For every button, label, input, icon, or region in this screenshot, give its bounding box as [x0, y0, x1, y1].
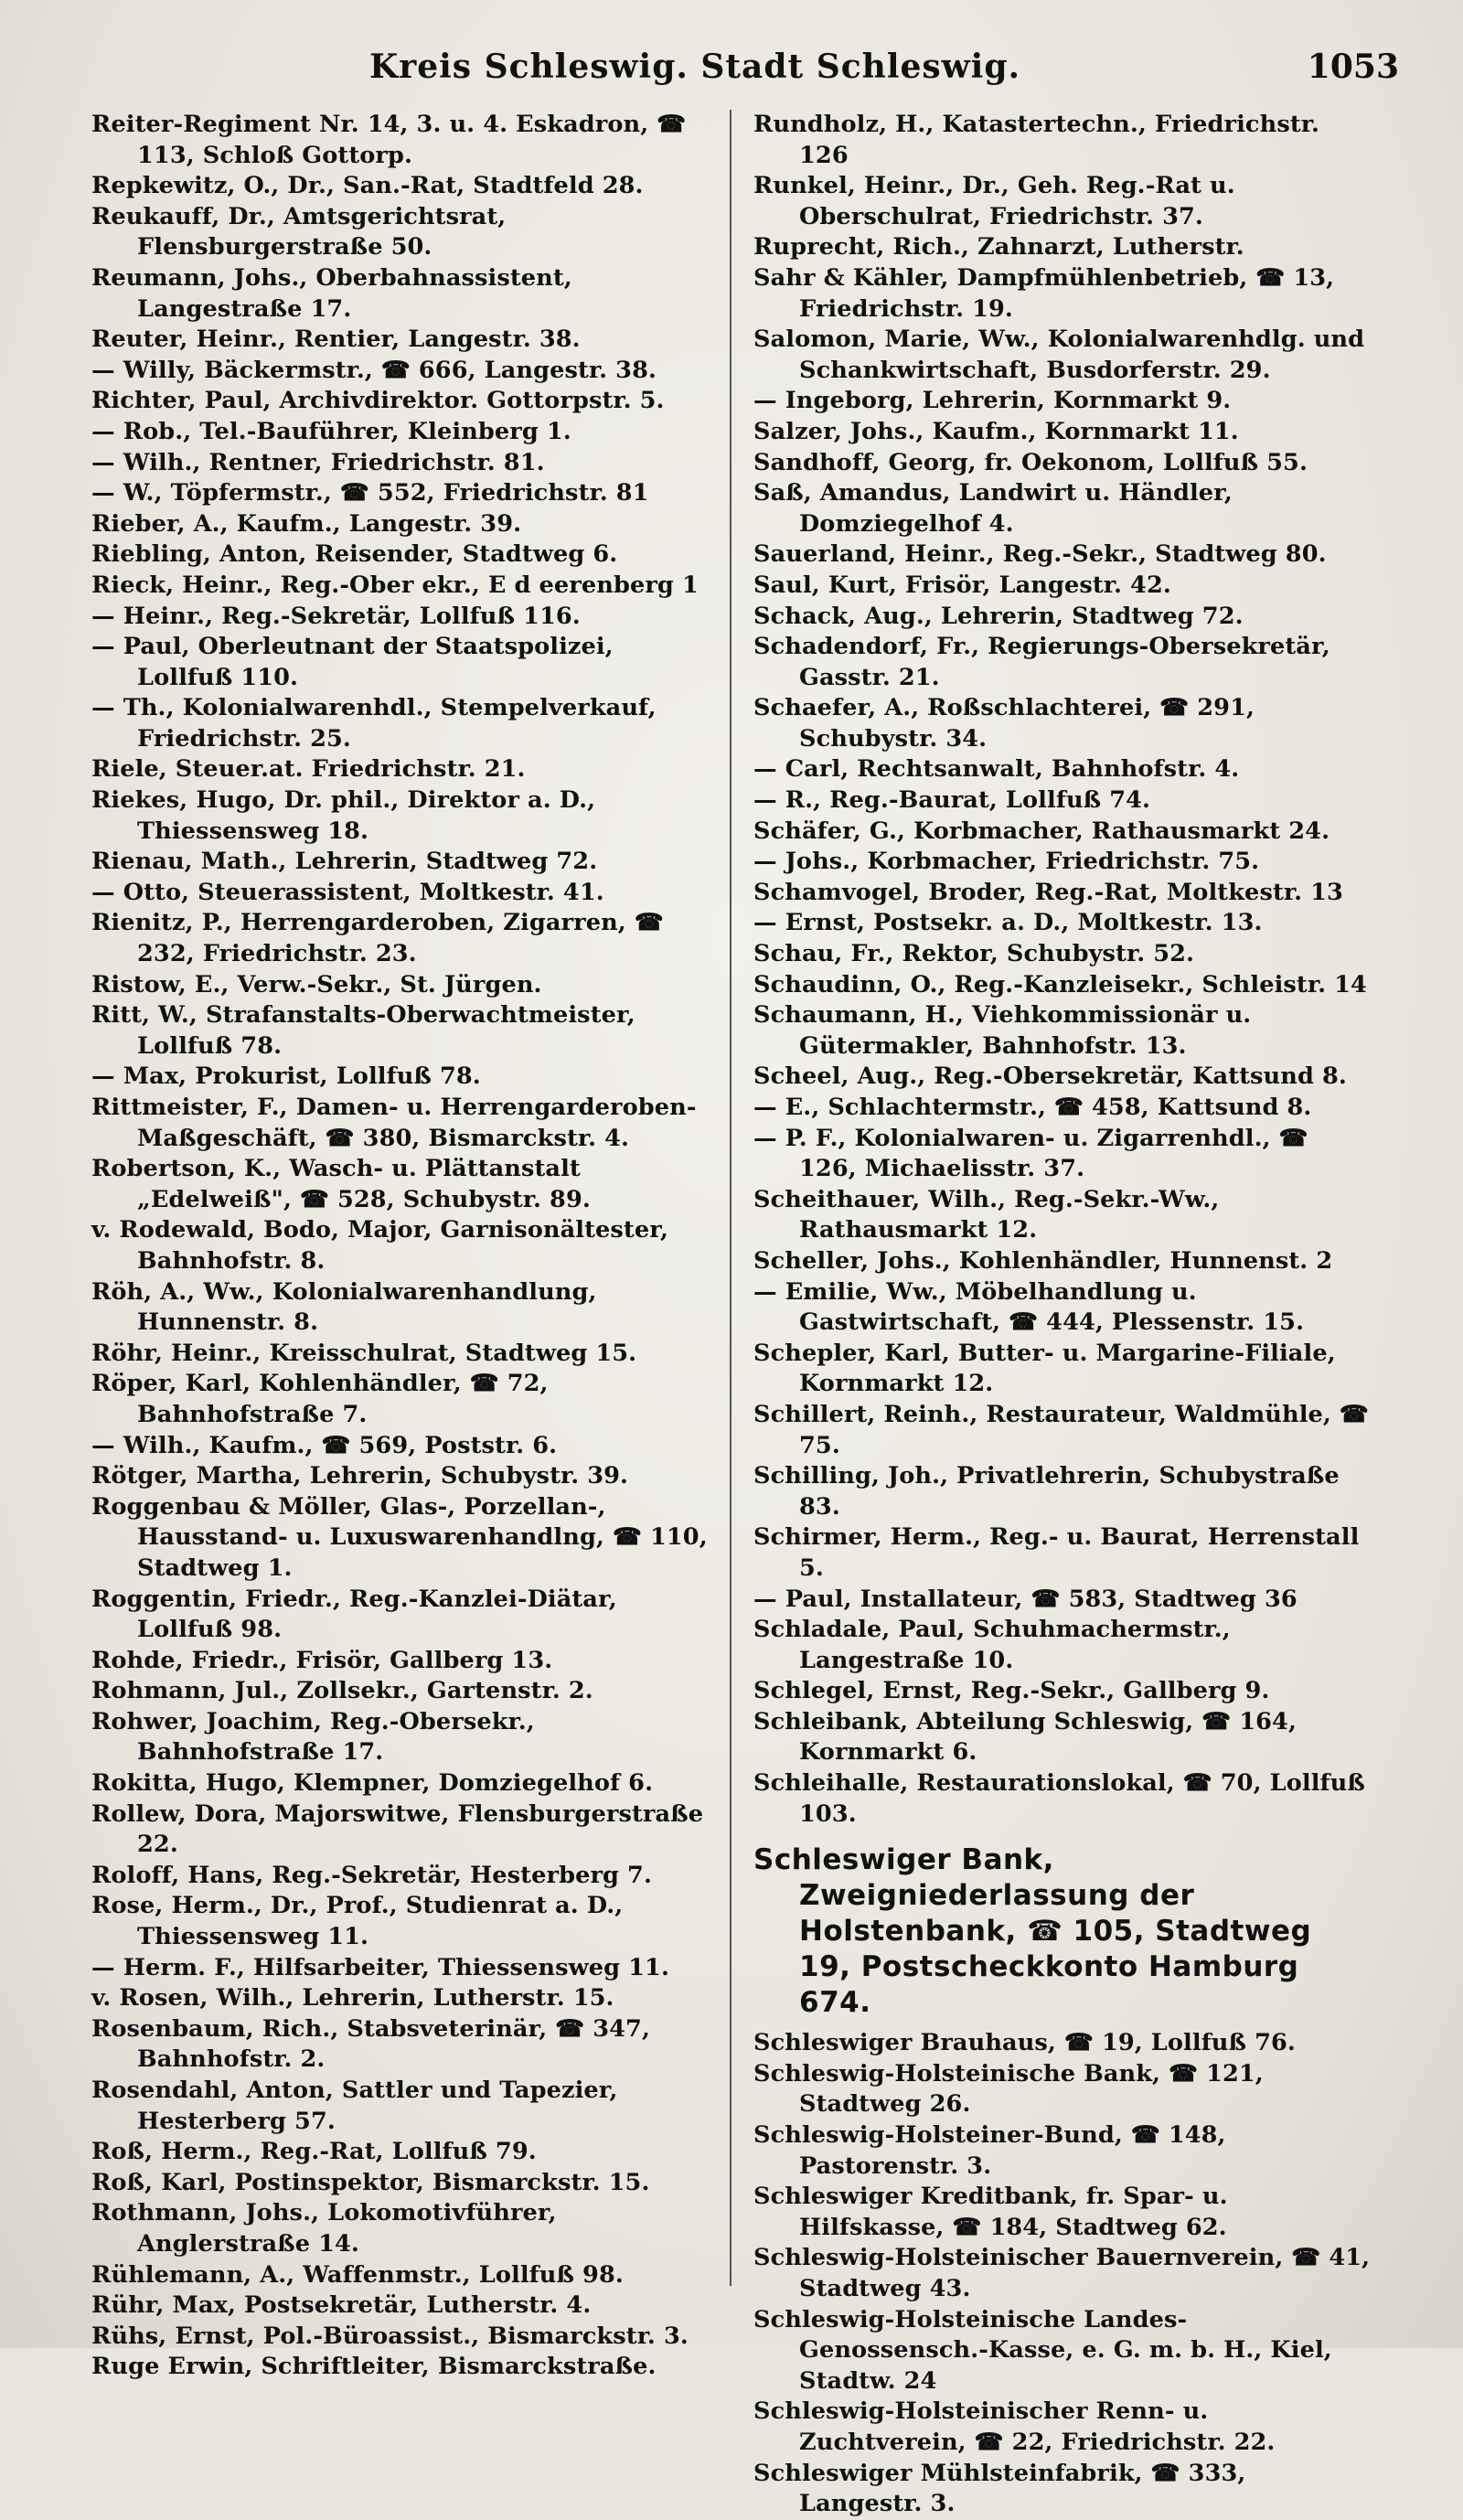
left-column [91, 110, 732, 2381]
directory-entry: Schladale, Paul, Schuhmachermstr., Langestraße 10. [753, 1616, 1231, 1674]
directory-entry: Robertson, K., Wasch- u. Plättanstalt „Edelweiß", ☎ 528, Schubystr. 89. [91, 1155, 591, 1213]
directory-entry: Rittmeister, F., Damen- u. Herrengarderoben-Maßgeschäft, ☎ 380, Bismarckstr. 4. [91, 1094, 697, 1152]
directory-entry: Ristow, E., Verw.-Sekr., St. Jürgen. [91, 970, 542, 998]
right-column [732, 110, 1372, 2518]
directory-entry: Rötger, Martha, Lehrerin, Schubystr. 39. [91, 1462, 629, 1490]
directory-entry: Reiter-Regiment Nr. 14, 3. u. 4. Eskadron, ☎ 113, Schloß Gottorp. [91, 111, 687, 169]
directory-entry: Schleibank, Abteilung Schleswig, ☎ 164, Kornmarkt 6. [753, 1707, 1297, 1767]
directory-entry: Rundholz, H., Katastertechn., Friedrichstr. 126 [753, 111, 1319, 169]
directory-entry: v. Rodewald, Bodo, Major, Garnisonältester, Bahnhofstr. 8. [91, 1216, 668, 1275]
directory-entry: Schamvogel, Broder, Reg.-Rat, Moltkestr. 13 [753, 878, 1343, 906]
directory-entry: Roggenbau & Möller, Glas-, Porzellan-, Hausstand- u. Luxuswarenhandlng, ☎ 110, Stadtweg 1. [91, 1492, 708, 1582]
directory-entry: Rieck, Heinr., Reg.-Ober ekr., E d eerenberg 1 [91, 571, 699, 599]
directory-entry: Schleswig-Holsteinische Bank, ☎ 121, Stadtweg 26. [753, 2059, 1264, 2119]
directory-entry: Roß, Karl, Postinspektor, Bismarckstr. 15. [91, 2168, 650, 2196]
directory-entry: Ruprecht, Rich., Zahnarzt, Lutherstr. [753, 233, 1244, 262]
directory-entry: Rosendahl, Anton, Sattler und Tapezier, Hesterberg 57. [91, 2077, 618, 2135]
directory-entry: Schaefer, A., Roßschlachterei, ☎ 291, Schubystr. 34. [753, 694, 1255, 753]
directory-entry: Reukauff, Dr., Amtsgerichtsrat, Flensburgerstraße 50. [91, 202, 507, 262]
directory-entry: Roloff, Hans, Reg.-Sekretär, Hesterberg 7. [91, 1861, 652, 1889]
directory-entry: Schaumann, H., Viehkommissionär u. Gütermakler, Bahnhofstr. 13. [753, 1001, 1252, 1060]
bank-advertisement: Schleswiger Bank, Zweigniederlassung der Holstenbank, ☎ 105, Stadtweg 19, Postscheckkonto Hamburg 674. [753, 1843, 1312, 2020]
directory-entry: — Heinr., Reg.-Sekretär, Lollfuß 116. [91, 602, 581, 630]
directory-entry: Rühr, Max, Postsekretär, Lutherstr. 4. [91, 2291, 592, 2320]
directory-entry: Sandhoff, Georg, fr. Oekonom, Lollfuß 55. [753, 448, 1308, 476]
directory-entry: Richter, Paul, Archivdirektor. Gottorpstr. 5. [91, 387, 665, 415]
directory-entry: Repkewitz, O., Dr., San.-Rat, Stadtfeld 28. [91, 172, 644, 200]
directory-entry: Schleswiger Brauhaus, ☎ 19, Lollfuß 76. [753, 2029, 1296, 2057]
directory-entry: — Paul, Installateur, ☎ 583, Stadtweg 36 [753, 1585, 1297, 1613]
directory-entry: Rienau, Math., Lehrerin, Stadtweg 72. [91, 848, 598, 876]
directory-entry: Schleswig-Holsteiner-Bund, ☎ 148, Pastorenstr. 3. [753, 2121, 1226, 2180]
directory-entry: Saß, Amandus, Landwirt u. Händler, Domziegelhof 4. [753, 479, 1233, 538]
directory-entry: — R., Reg.-Baurat, Lollfuß 74. [753, 786, 1151, 815]
directory-entry: Schirmer, Herm., Reg.- u. Baurat, Herrenstall 5. [753, 1523, 1360, 1582]
directory-entry: Roggentin, Friedr., Reg.-Kanzlei-Diätar, Lollfuß 98. [91, 1585, 617, 1644]
directory-entry: — Carl, Rechtsanwalt, Bahnhofstr. 4. [753, 755, 1240, 784]
directory-entry: Röh, A., Ww., Kolonialwarenhandlung, Hunnenstr. 8. [91, 1277, 597, 1337]
directory-entry: Schlegel, Ernst, Reg.-Sekr., Gallberg 9. [753, 1677, 1270, 1705]
directory-entry: Scheithauer, Wilh., Reg.-Sekr.-Ww., Rathausmarkt 12. [753, 1185, 1220, 1244]
directory-entry: Rienitz, P., Herrengarderoben, Zigarren, ☎ 232, Friedrichstr. 23. [91, 909, 664, 968]
directory-entry: — Emilie, Ww., Möbelhandlung u. Gastwirtschaft, ☎ 444, Plessenstr. 15. [753, 1277, 1305, 1337]
directory-entry: — W., Töpfermstr., ☎ 552, Friedrichstr. 81 [91, 479, 649, 507]
directory-entry: — Max, Prokurist, Lollfuß 78. [91, 1062, 481, 1091]
directory-entry: Schack, Aug., Lehrerin, Stadtweg 72. [753, 602, 1244, 630]
directory-entry: Rohwer, Joachim, Reg.-Obersekr., Bahnhofstraße 17. [91, 1707, 535, 1767]
directory-entry: Riebling, Anton, Reisender, Stadtweg 6. [91, 540, 618, 569]
directory-entry: Rieber, A., Kaufm., Langestr. 39. [91, 509, 522, 538]
directory-entry: Schepler, Karl, Butter- u. Margarine-Filiale, Kornmarkt 12. [753, 1339, 1336, 1398]
directory-entry: Schilling, Joh., Privatlehrerin, Schubystraße 83. [753, 1462, 1340, 1521]
directory-entry: — Rob., Tel.-Bauführer, Kleinberg 1. [91, 417, 571, 445]
directory-entry: Riekes, Hugo, Dr. phil., Direktor a. D., Thiessensweg 18. [91, 786, 596, 845]
directory-entry: Schillert, Reinh., Restaurateur, Waldmühle, ☎ 75. [753, 1400, 1369, 1459]
directory-entry: Reuter, Heinr., Rentier, Langestr. 38. [91, 326, 581, 354]
directory-entry: — Paul, Oberleutnant der Staatspolizei, Lollfuß 110. [91, 633, 614, 691]
page-title: Kreis Schleswig. Stadt Schleswig. [368, 48, 1021, 86]
directory-entry: Schleswig-Holsteinische Landes-Genossensch.-Kasse, e. G. m. b. H., Kiel, Stadtw. 24 [753, 2305, 1332, 2395]
directory-entry: Riele, Steuer.at. Friedrichstr. 21. [91, 755, 526, 784]
directory-entry: Schäfer, G., Korbmacher, Rathausmarkt 24. [753, 817, 1330, 845]
directory-entry: Rollew, Dora, Majorswitwe, Flensburgerstraße 22. [91, 1799, 704, 1859]
directory-entry: Salzer, Johs., Kaufm., Kornmarkt 11. [753, 417, 1239, 445]
directory-entry: Scheller, Johs., Kohlenhändler, Hunnenst. 2 [753, 1246, 1333, 1275]
directory-entry: Schaudinn, O., Reg.-Kanzleisekr., Schleistr. 14 [753, 970, 1367, 998]
directory-entry: Rothmann, Johs., Lokomotivführer, Anglerstraße 14. [91, 2199, 557, 2258]
directory-entry: — E., Schlachtermstr., ☎ 458, Kattsund 8. [753, 1094, 1312, 1121]
directory-entry: Rohmann, Jul., Zollsekr., Gartenstr. 2. [91, 1677, 593, 1705]
directory-entry: — Ingeborg, Lehrerin, Kornmarkt 9. [753, 387, 1232, 415]
directory-entry: Schleihalle, Restaurationslokal, ☎ 70, Lollfuß 103. [753, 1769, 1365, 1828]
directory-entry: — Johs., Korbmacher, Friedrichstr. 75. [753, 848, 1260, 876]
directory-entry: Schleswig-Holsteinischer Renn- u. Zuchtverein, ☎ 22, Friedrichstr. 22. [753, 2397, 1276, 2456]
directory-entry: Rühlemann, A., Waffenmstr., Lollfuß 98. [91, 2260, 624, 2289]
directory-entry: Salomon, Marie, Ww., Kolonialwarenhdlg. und Schankwirtschaft, Busdorferstr. 29. [753, 326, 1365, 384]
directory-entry: Röper, Karl, Kohlenhändler, ☎ 72, Bahnhofstraße 7. [91, 1370, 549, 1428]
directory-entry: Roß, Herm., Reg.-Rat, Lollfuß 79. [91, 2138, 537, 2166]
directory-entry: — Wilh., Rentner, Friedrichstr. 81. [91, 448, 545, 476]
directory-entry: v. Rosen, Wilh., Lehrerin, Lutherstr. 15. [91, 1984, 614, 2013]
directory-entry: Röhr, Heinr., Kreisschulrat, Stadtweg 15. [91, 1339, 637, 1367]
directory-entry: Ruge Erwin, Schriftleiter, Bismarckstraße. [91, 2353, 657, 2381]
directory-entry: Sauerland, Heinr., Reg.-Sekr., Stadtweg 80. [753, 540, 1327, 569]
directory-columns [91, 110, 1399, 2518]
directory-entry: Rokitta, Hugo, Klempner, Domziegelhof 6. [91, 1769, 654, 1798]
directory-entry: Schleswiger Kreditbank, fr. Spar- u. Hilfskasse, ☎ 184, Stadtweg 62. [753, 2183, 1228, 2241]
directory-entry: Rosenbaum, Rich., Stabsveterinär, ☎ 347, Bahnhofstr. 2. [91, 2014, 650, 2074]
page-header [91, 48, 1399, 102]
directory-entry: — Otto, Steuerassistent, Moltkestr. 41. [91, 878, 604, 906]
directory-entry: Rose, Herm., Dr., Prof., Studienrat a. D., Thiessensweg 11. [91, 1892, 624, 1951]
directory-entry: — Wilh., Kaufm., ☎ 569, Poststr. 6. [91, 1431, 558, 1459]
directory-entry: Runkel, Heinr., Dr., Geh. Reg.-Rat u. Oberschulrat, Friedrichstr. 37. [753, 172, 1235, 230]
directory-entry: Schau, Fr., Rektor, Schubystr. 52. [753, 940, 1195, 968]
directory-entry: — Th., Kolonialwarenhdl., Stempelverkauf, Friedrichstr. 25. [91, 694, 657, 753]
directory-entry: — P. F., Kolonialwaren- u. Zigarrenhdl., ☎ 126, Michaelisstr. 37. [753, 1124, 1308, 1183]
directory-entry: Rühs, Ernst, Pol.-Büroassist., Bismarckstr. 3. [91, 2322, 689, 2350]
directory-entry: Saul, Kurt, Frisör, Langestr. 42. [753, 571, 1171, 599]
directory-entry: Schadendorf, Fr., Regierungs-Obersekretär, Gasstr. 21. [753, 633, 1330, 691]
directory-entry: Sahr & Kähler, Dampfmühlenbetrieb, ☎ 13, Friedrichstr. 19. [753, 263, 1335, 323]
directory-entry: Schleswig-Holsteinischer Bauernverein, ☎ 41, Stadtweg 43. [753, 2244, 1371, 2302]
directory-entry: Scheel, Aug., Reg.-Obersekretär, Kattsund 8. [753, 1062, 1347, 1091]
directory-entry: — Willy, Bäckermstr., ☎ 666, Langestr. 38. [91, 356, 657, 384]
directory-entry: Ritt, W., Strafanstalts-Oberwachtmeister, Lollfuß 78. [91, 1001, 635, 1060]
page-number: 1053 [1307, 48, 1399, 86]
directory-entry: Reumann, Johs., Oberbahnassistent, Langestraße 17. [91, 263, 572, 323]
directory-entry: — Ernst, Postsekr. a. D., Moltkestr. 13. [753, 909, 1263, 937]
directory-entry: Rohde, Friedr., Frisör, Gallberg 13. [91, 1646, 553, 1674]
directory-entry: Schleswiger Mühlsteinfabrik, ☎ 333, Langestr. 3. [753, 2459, 1246, 2518]
directory-entry: — Herm. F., Hilfsarbeiter, Thiessensweg 11. [91, 1953, 669, 1981]
